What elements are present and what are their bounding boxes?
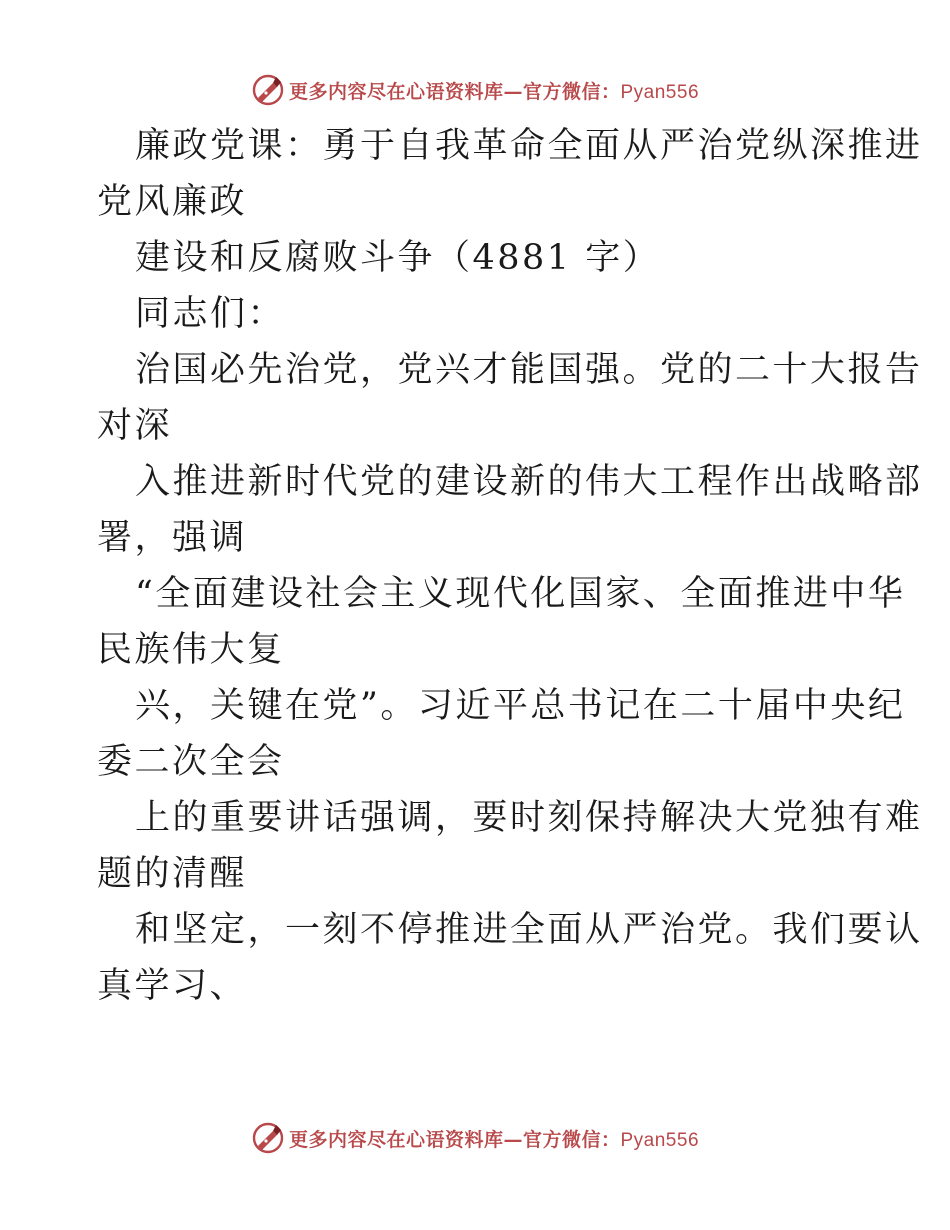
- fountain-pen-logo-icon: [251, 73, 285, 107]
- body-line: 题的清醒: [97, 854, 248, 894]
- fountain-pen-logo-icon: [251, 1121, 285, 1155]
- title-line-1: 廉政党课：勇于自我革命全面从严治党纵深推进: [135, 126, 923, 166]
- body-line: 对深: [97, 406, 173, 446]
- footer-banner-text: 更多内容尽在心语资料库—官方微信：Pyan556: [288, 1128, 700, 1151]
- title-line-3: 建设和反腐败斗争（4881 字）: [135, 238, 661, 278]
- header-banner-wechat-id: Pyan556: [620, 81, 700, 103]
- header-banner-text: 更多内容尽在心语资料库—官方微信：Pyan556: [288, 80, 700, 103]
- title-line-2: 党风廉政: [97, 182, 248, 222]
- document-body: [97, 118, 923, 1014]
- body-line: 治国必先治党，党兴才能国强。党的二十大报告: [135, 350, 923, 390]
- body-line: 兴，关键在党”。习近平总书记在二十届中央纪: [135, 686, 906, 726]
- body-line: “全面建设社会主义现代化国家、全面推进中华: [135, 574, 906, 614]
- body-line: 真学习、: [97, 966, 248, 1006]
- body-line: 署，强调: [97, 518, 248, 558]
- body-line: 民族伟大复: [97, 630, 285, 670]
- body-line: 上的重要讲话强调，要时刻保持解决大党独有难: [135, 798, 923, 838]
- body-line: 委二次全会: [97, 742, 285, 782]
- header-banner: [0, 70, 950, 110]
- footer-banner: [0, 1118, 950, 1158]
- salutation-line: 同志们：: [135, 294, 286, 334]
- footer-banner-wechat-id: Pyan556: [620, 1129, 700, 1151]
- body-line: 和坚定，一刻不停推进全面从严治党。我们要认: [135, 910, 923, 950]
- body-line: 入推进新时代党的建设新的伟大工程作出战略部: [135, 462, 923, 502]
